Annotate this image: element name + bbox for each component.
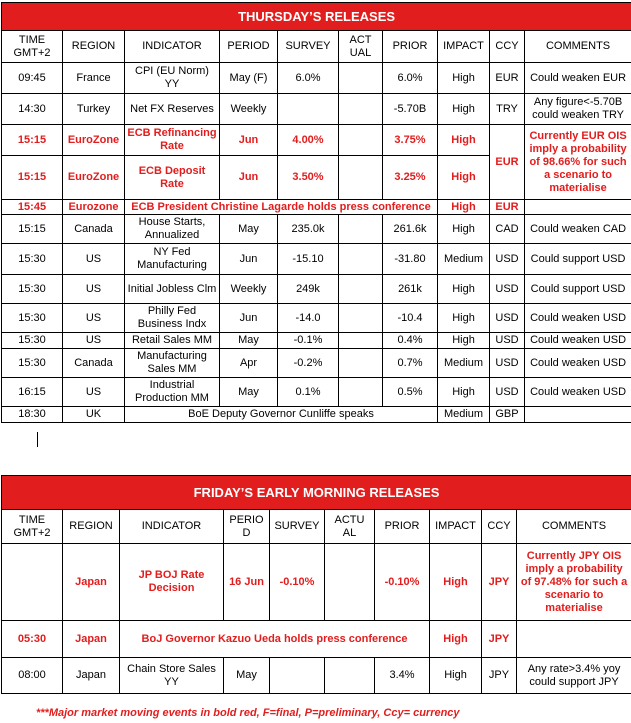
cell-region: Turkey — [63, 94, 125, 125]
friday-header-row — [2, 510, 631, 544]
table-row — [2, 63, 631, 94]
col-region: REGION — [63, 31, 125, 63]
table-row — [2, 333, 631, 349]
cell-indicator: Philly Fed Business Indx — [125, 304, 220, 333]
cell-actual — [325, 658, 375, 694]
col-actual: ACT UAL — [339, 31, 383, 63]
cell-region: Eurozone — [63, 200, 125, 215]
cell-prior: 6.0% — [383, 63, 438, 94]
col-period: PERIOD — [220, 31, 278, 63]
cell-time: 15:15 — [2, 215, 63, 244]
cell-actual — [339, 63, 383, 94]
cell-time — [2, 544, 63, 621]
cell-comments: Any rate>3.4% yoy could support JPY — [517, 658, 631, 694]
cell-impact: High — [430, 658, 482, 694]
cell-impact: Medium — [438, 244, 490, 275]
cell-period: Jun — [220, 304, 278, 333]
cell-survey: -15.10 — [278, 244, 339, 275]
table-row — [2, 378, 631, 407]
col-time: TIME GMT+2 — [2, 510, 63, 544]
cell-survey: 249k — [278, 275, 339, 304]
cell-survey: 4.00% — [278, 125, 339, 156]
col-prior: PRIOR — [375, 510, 430, 544]
cell-time: 16:15 — [2, 378, 63, 407]
cell-time: 08:00 — [2, 658, 63, 694]
cell-indicator: Industrial Production MM — [125, 378, 220, 407]
cell-survey: -14.0 — [278, 304, 339, 333]
col-period: PERIO D — [224, 510, 270, 544]
cell-comments: Could weaken USD — [525, 349, 631, 378]
cell-region: US — [63, 333, 125, 349]
cell-prior: 3.25% — [383, 156, 438, 200]
cell-period: Jun — [220, 156, 278, 200]
cell-comments: Could support USD — [525, 244, 631, 275]
cell-ccy: GBP — [490, 407, 525, 423]
cell-region: Japan — [63, 544, 120, 621]
cell-indicator: Chain Store Sales YY — [120, 658, 224, 694]
cell-period: May — [220, 333, 278, 349]
cell-time: 05:30 — [2, 621, 63, 658]
table-row — [2, 215, 631, 244]
cell-indicator: JP BOJ Rate Decision — [120, 544, 224, 621]
cell-region: US — [63, 378, 125, 407]
cell-ccy: TRY — [490, 94, 525, 125]
cell-region: US — [63, 244, 125, 275]
cell-region: EuroZone — [63, 125, 125, 156]
cell-ccy: EUR — [490, 200, 525, 215]
cell-actual — [339, 125, 383, 156]
cell-actual — [339, 349, 383, 378]
table-row — [2, 244, 631, 275]
cell-impact: High — [438, 125, 490, 156]
table-row — [2, 200, 631, 215]
cell-time: 15:30 — [2, 349, 63, 378]
cell-actual — [339, 333, 383, 349]
cell-prior: -10.4 — [383, 304, 438, 333]
cell-time: 09:45 — [2, 63, 63, 94]
cell-survey: -0.2% — [278, 349, 339, 378]
cell-prior: 0.4% — [383, 333, 438, 349]
col-survey: SURVEY — [270, 510, 325, 544]
cell-impact: High — [430, 544, 482, 621]
cell-region: US — [63, 304, 125, 333]
col-survey: SURVEY — [278, 31, 339, 63]
cell-prior: 0.5% — [383, 378, 438, 407]
cell-ccy: JPY — [482, 658, 517, 694]
cell-ccy: USD — [490, 244, 525, 275]
cell-prior: -0.10% — [375, 544, 430, 621]
cell-actual — [325, 544, 375, 621]
table-row — [2, 544, 631, 621]
table-row — [2, 349, 631, 378]
footnote: ***Major market moving events in bold red, F=final, P=preliminary, Ccy= currency — [36, 707, 460, 719]
col-impact: IMPACT — [438, 31, 490, 63]
cell-time: 15:30 — [2, 304, 63, 333]
col-comments: COMMENTS — [517, 510, 631, 544]
table-row — [2, 275, 631, 304]
cell-actual — [339, 244, 383, 275]
cell-region: Japan — [63, 621, 120, 658]
col-comments: COMMENTS — [525, 31, 631, 63]
cell-survey: 6.0% — [278, 63, 339, 94]
cell-time: 15:15 — [2, 156, 63, 200]
col-indicator: INDICATOR — [120, 510, 224, 544]
cell-time: 18:30 — [2, 407, 63, 423]
cell-period: Jun — [220, 125, 278, 156]
cell-time: 15:45 — [2, 200, 63, 215]
cell-indicator: Initial Jobless Clm — [125, 275, 220, 304]
cell-impact: Medium — [438, 407, 490, 423]
cell-region: Japan — [63, 658, 120, 694]
cell-period: Jun — [220, 244, 278, 275]
cell-comments: Any figure<-5.70B could weaken TRY — [525, 94, 631, 125]
table-row — [2, 125, 631, 156]
cell-time: 15:15 — [2, 125, 63, 156]
cell-time: 15:30 — [2, 244, 63, 275]
cell-comments: Could weaken USD — [525, 304, 631, 333]
cell-region: US — [63, 275, 125, 304]
cell-event: BoJ Governor Kazuo Ueda holds press conference — [120, 621, 430, 658]
cell-ccy: USD — [490, 333, 525, 349]
cell-ccy: USD — [490, 378, 525, 407]
cell-indicator: House Starts, Annualized — [125, 215, 220, 244]
cell-comments — [517, 621, 631, 658]
cell-survey: 235.0k — [278, 215, 339, 244]
cell-period: May — [220, 215, 278, 244]
cell-indicator: Net FX Reserves — [125, 94, 220, 125]
cell-comments: Could weaken USD — [525, 378, 631, 407]
cell-prior: -31.80 — [383, 244, 438, 275]
cell-survey — [270, 658, 325, 694]
table-row — [2, 407, 631, 423]
thursday-header-row — [2, 31, 631, 63]
cell-impact: High — [438, 378, 490, 407]
col-ccy: CCY — [482, 510, 517, 544]
cell-impact: High — [438, 304, 490, 333]
friday-title: FRIDAY’S EARLY MORNING RELEASES — [2, 476, 631, 510]
cell-period: Weekly — [220, 275, 278, 304]
cell-period: May — [224, 658, 270, 694]
cell-actual — [339, 304, 383, 333]
cell-region: France — [63, 63, 125, 94]
cell-comments: Could weaken EUR — [525, 63, 631, 94]
cell-ccy: USD — [490, 349, 525, 378]
col-ccy: CCY — [490, 31, 525, 63]
cell-indicator: NY Fed Manufacturing — [125, 244, 220, 275]
cell-prior: 3.4% — [375, 658, 430, 694]
cell-ccy: CAD — [490, 215, 525, 244]
cell-time: 14:30 — [2, 94, 63, 125]
cell-impact: Medium — [438, 349, 490, 378]
cell-ccy: EUR — [490, 125, 525, 200]
cell-impact: High — [438, 94, 490, 125]
divider-tick — [37, 432, 38, 447]
cell-impact: High — [438, 156, 490, 200]
cell-event: BoE Deputy Governor Cunliffe speaks — [125, 407, 438, 423]
cell-impact: High — [430, 621, 482, 658]
table-row — [2, 94, 631, 125]
cell-comments — [525, 200, 631, 215]
cell-period: May (F) — [220, 63, 278, 94]
cell-survey: 0.1% — [278, 378, 339, 407]
cell-actual — [339, 378, 383, 407]
cell-period: 16 Jun — [224, 544, 270, 621]
cell-period: Apr — [220, 349, 278, 378]
cell-region: Canada — [63, 349, 125, 378]
cell-prior: 0.7% — [383, 349, 438, 378]
cell-actual — [339, 94, 383, 125]
cell-impact: High — [438, 215, 490, 244]
cell-survey: -0.1% — [278, 333, 339, 349]
col-prior: PRIOR — [383, 31, 438, 63]
cell-prior: 3.75% — [383, 125, 438, 156]
cell-impact: High — [438, 200, 490, 215]
cell-ccy: USD — [490, 275, 525, 304]
cell-comments: Could weaken USD — [525, 333, 631, 349]
cell-indicator: ECB Deposit Rate — [125, 156, 220, 200]
cell-region: Canada — [63, 215, 125, 244]
table-row — [2, 621, 631, 658]
table-row — [2, 658, 631, 694]
cell-time: 15:30 — [2, 275, 63, 304]
cell-comments: Currently EUR OIS imply a probability of 98.66% for such a scenario to materialise — [525, 125, 631, 200]
cell-impact: High — [438, 63, 490, 94]
cell-actual — [339, 215, 383, 244]
cell-indicator: CPI (EU Norm) YY — [125, 63, 220, 94]
cell-ccy: JPY — [482, 544, 517, 621]
friday-releases-table — [1, 475, 631, 694]
cell-ccy: JPY — [482, 621, 517, 658]
cell-prior: -5.70B — [383, 94, 438, 125]
cell-actual — [339, 275, 383, 304]
cell-comments: Could support USD — [525, 275, 631, 304]
cell-prior: 261k — [383, 275, 438, 304]
col-impact: IMPACT — [430, 510, 482, 544]
cell-ccy: USD — [490, 304, 525, 333]
col-actual: ACTU AL — [325, 510, 375, 544]
cell-ccy: EUR — [490, 63, 525, 94]
cell-time: 15:30 — [2, 333, 63, 349]
cell-period: Weekly — [220, 94, 278, 125]
cell-impact: High — [438, 333, 490, 349]
cell-region: EuroZone — [63, 156, 125, 200]
cell-indicator: Retail Sales MM — [125, 333, 220, 349]
cell-event: ECB President Christine Lagarde holds press conference — [125, 200, 438, 215]
col-region: REGION — [63, 510, 120, 544]
cell-impact: High — [438, 275, 490, 304]
cell-prior: 261.6k — [383, 215, 438, 244]
cell-survey — [278, 94, 339, 125]
col-time: TIME GMT+2 — [2, 31, 63, 63]
cell-survey: -0.10% — [270, 544, 325, 621]
cell-period: May — [220, 378, 278, 407]
cell-comments: Currently JPY OIS imply a probability of 97.48% for such a scenario to materialise — [517, 544, 631, 621]
cell-indicator: ECB Refinancing Rate — [125, 125, 220, 156]
cell-actual — [339, 156, 383, 200]
cell-indicator: Manufacturing Sales MM — [125, 349, 220, 378]
cell-comments — [525, 407, 631, 423]
cell-survey: 3.50% — [278, 156, 339, 200]
table-row — [2, 304, 631, 333]
col-indicator: INDICATOR — [125, 31, 220, 63]
thursday-releases-table — [1, 2, 631, 423]
thursday-title: THURSDAY’S RELEASES — [2, 3, 631, 31]
cell-region: UK — [63, 407, 125, 423]
cell-comments: Could weaken CAD — [525, 215, 631, 244]
